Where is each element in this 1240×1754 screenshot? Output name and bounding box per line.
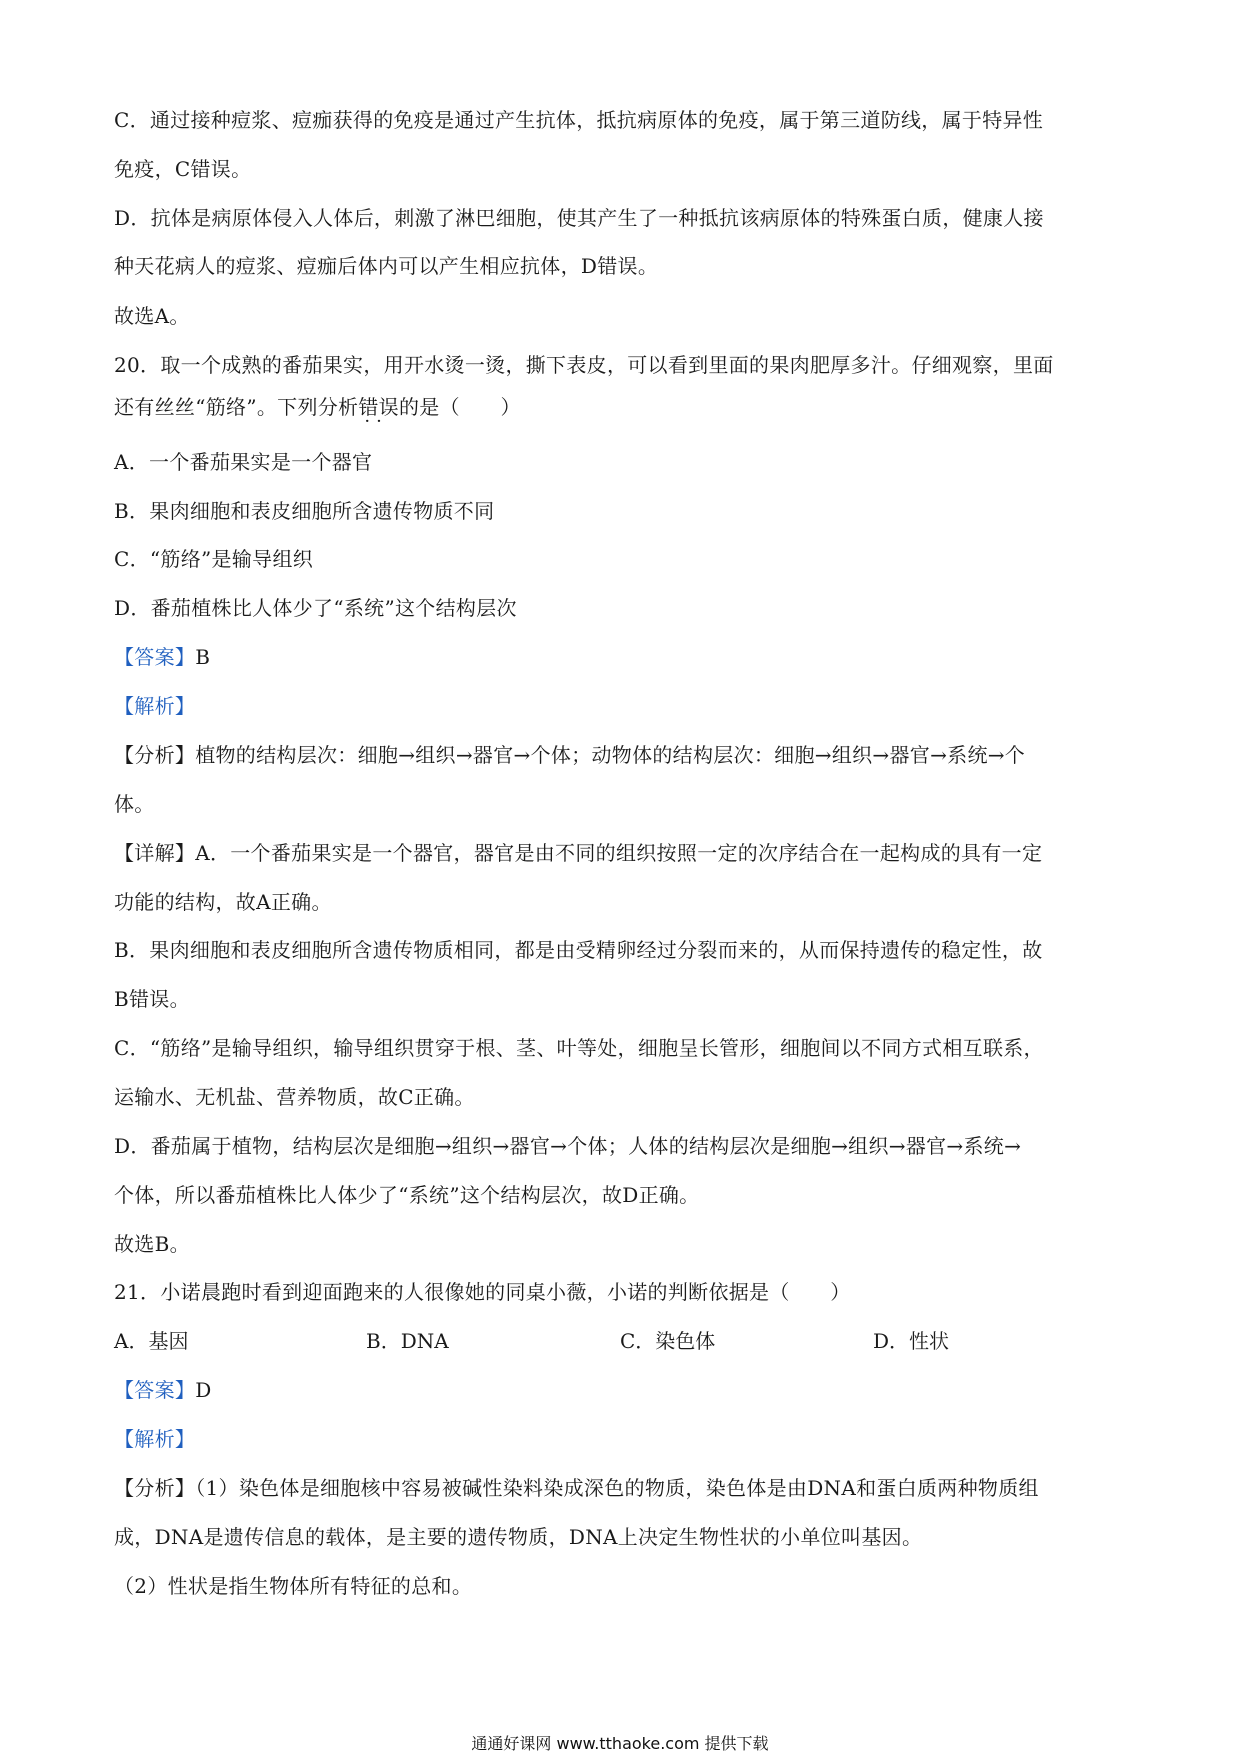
- text-line: C．“筋络”是输导组织，输导组织贯穿于根、茎、叶等处，细胞呈长管形，细胞间以不同方式相互联系，: [114, 1036, 1044, 1060]
- fenxi-text: 植物的结构层次：细胞→组织→器官→个体；动物体的结构层次：细胞→组织→器官→系统→个: [195, 743, 1026, 767]
- text-line: 运输水、无机盐、营养物质，故C正确。: [114, 1085, 475, 1109]
- q20-answer: [114, 644, 210, 670]
- text-line: B．果肉细胞和表皮细胞所含遗传物质相同，都是由受精卵经过分裂而来的，从而保持遗传的稳定性，故: [114, 938, 1043, 962]
- page-footer: 通通好课网 www.tthaoke.com 提供下载: [471, 1734, 769, 1753]
- text-line: 个体，所以番茄植株比人体少了“系统”这个结构层次，故D正确。: [114, 1183, 700, 1207]
- q20-xiangjie-line1: [114, 840, 1042, 866]
- q21-option-a: A．基因: [114, 1329, 189, 1353]
- xiangjie-text: A．一个番茄果实是一个器官，器官是由不同的组织按照一定的次序结合在一起构成的具有一定: [195, 841, 1043, 865]
- q20-fenxi-line1: [114, 742, 1025, 768]
- q21-option-b: B．DNA: [366, 1329, 449, 1353]
- fenxi-tag: 【分析】: [114, 743, 196, 767]
- q20-option-a: A．一个番茄果实是一个器官: [114, 450, 373, 474]
- q20-stem-part-b: 的是（ ）: [398, 395, 521, 419]
- q21-option-c: C．染色体: [620, 1329, 716, 1353]
- answer-tag: 【答案】: [114, 1378, 196, 1402]
- q20-analysis-tag: 【解析】: [114, 694, 196, 718]
- q20-stem-line1: 20．取一个成熟的番茄果实，用开水烫一烫，撕下表皮，可以看到里面的果肉肥厚多汁。仔细观察，里面: [114, 353, 1054, 377]
- text-line: 免疫，C错误。: [114, 157, 252, 181]
- fenxi-tag: 【分析】: [114, 1476, 196, 1500]
- q20-fenxi-line2: 体。: [114, 792, 155, 816]
- answer-tag: 【答案】: [114, 645, 196, 669]
- answer-value: B: [195, 645, 211, 669]
- text-line: D．番茄属于植物，结构层次是细胞→组织→器官→个体；人体的结构层次是细胞→组织→器官→系统→: [114, 1134, 1022, 1158]
- q20-emphasis-word: 错误 ··: [358, 395, 399, 419]
- q21-fenxi-line2: 成，DNA是遗传信息的载体，是主要的遗传物质，DNA上决定生物性状的小单位叫基因。: [114, 1525, 923, 1549]
- text-line: 功能的结构，故A正确。: [114, 890, 332, 914]
- q21-analysis-tag: 【解析】: [114, 1427, 196, 1451]
- q20-option-c: C．“筋络”是输导组织: [114, 547, 314, 571]
- text-line: D．抗体是病原体侵入人体后，刺激了淋巴细胞，使其产生了一种抵抗该病原体的特殊蛋白质，健康人接: [114, 206, 1044, 230]
- q20-option-d: D．番茄植株比人体少了“系统”这个结构层次: [114, 596, 517, 620]
- q21-fenxi-line1: [114, 1475, 1039, 1501]
- text-line: C．通过接种痘浆、痘痂获得的免疫是通过产生抗体，抵抗病原体的免疫，属于第三道防线，属于特异性: [114, 108, 1044, 132]
- q21-fenxi-line3: （2）性状是指生物体所有特征的总和。: [114, 1574, 473, 1598]
- fenxi-text: （1）染色体是细胞核中容易被碱性染料染成深色的物质，染色体是由DNA和蛋白质两种物质组: [195, 1476, 1039, 1500]
- q21-answer: [114, 1377, 212, 1403]
- q21-option-d: D．性状: [873, 1329, 950, 1353]
- text-line: B错误。: [114, 987, 190, 1011]
- q20-stem-part-a: 还有丝丝“筋络”。下列分析: [114, 395, 359, 419]
- xiangjie-tag: 【详解】: [114, 841, 196, 865]
- q20-option-b: B．果肉细胞和表皮细胞所含遗传物质不同: [114, 499, 495, 523]
- answer-value: D: [195, 1378, 212, 1402]
- text-line: 故选B。: [114, 1232, 190, 1256]
- text-line: 故选A。: [114, 304, 190, 328]
- q21-stem: 21．小诺晨跑时看到迎面跑来的人很像她的同桌小薇，小诺的判断依据是（ ）: [114, 1280, 851, 1304]
- text-line: 种天花病人的痘浆、痘痂后体内可以产生相应抗体，D错误。: [114, 254, 659, 278]
- q20-stem-line2: [114, 394, 521, 420]
